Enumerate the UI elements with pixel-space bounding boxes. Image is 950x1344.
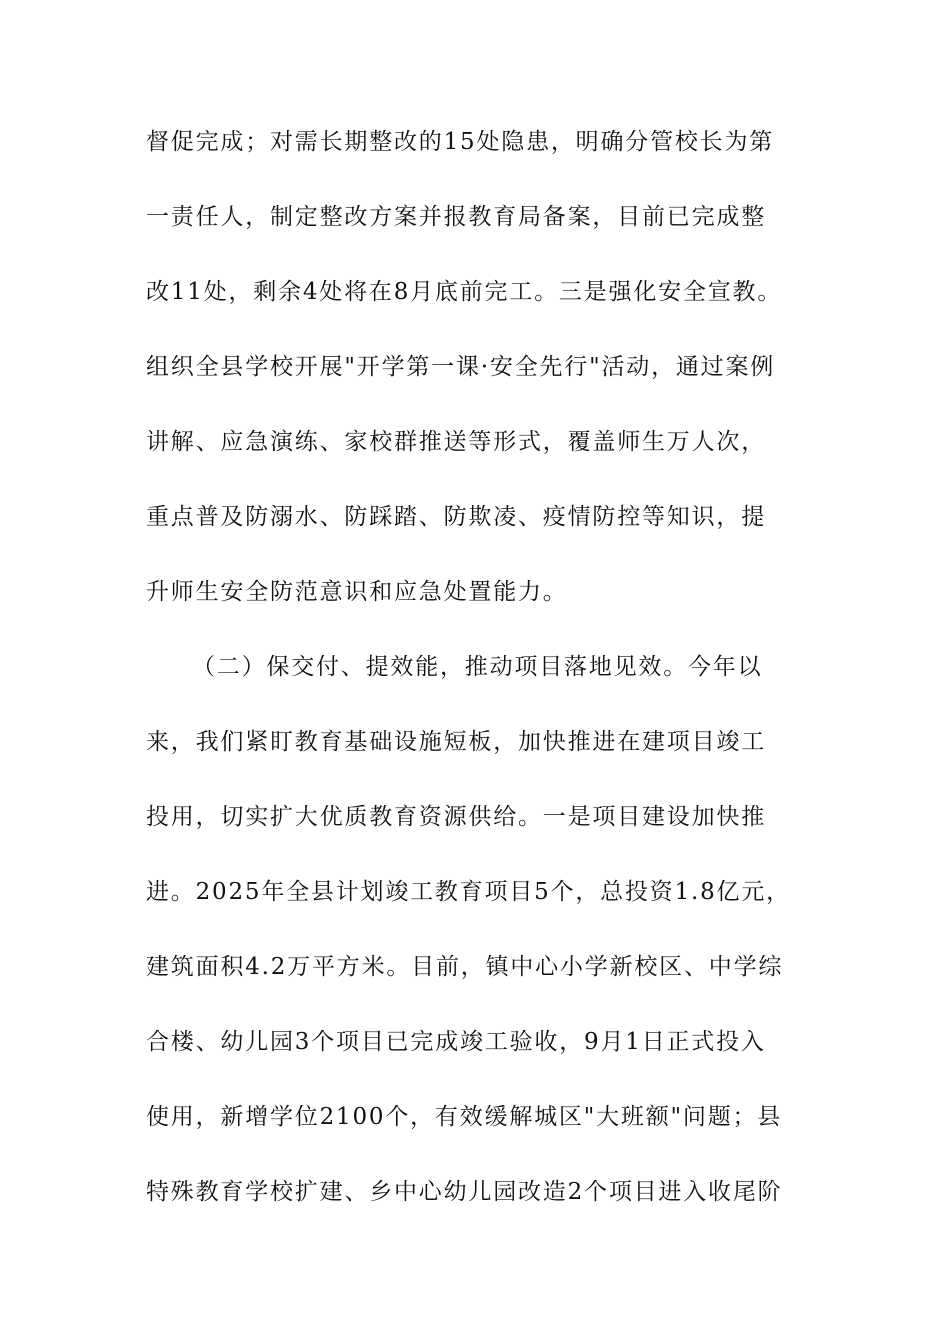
paragraph-line: 合楼、幼儿园3个项目已完成竣工验收，9月1日正式投入	[146, 1029, 766, 1055]
paragraph-line: 投用，切实扩大优质教育资源供给。一是项目建设加快推	[146, 804, 766, 830]
paragraph-line: 升师生安全防范意识和应急处置能力。	[146, 579, 568, 605]
paragraph-line: 建筑面积4.2万平方米。目前，镇中心小学新校区、中学综	[146, 954, 784, 980]
paragraph-line: 来，我们紧盯教育基础设施短板，加快推进在建项目竣工	[146, 729, 766, 755]
paragraph-line: 讲解、应急演练、家校群推送等形式，覆盖师生万人次，	[146, 429, 766, 455]
paragraph-line: 一责任人，制定整改方案并报教育局备案，目前已完成整	[146, 204, 766, 230]
paragraph-line: 组织全县学校开展"开学第一课·安全先行"活动，通过案例	[146, 354, 776, 380]
paragraph-line: 改11处，剩余4处将在8月底前完工。三是强化安全宣教。	[146, 279, 783, 305]
paragraph-line: 使用，新增学位2100个，有效缓解城区"大班额"问题；县	[146, 1104, 783, 1130]
paragraph-line: 督促完成；对需长期整改的15处隐患，明确分管校长为第	[146, 129, 775, 155]
paragraph-line: 进。2025年全县计划竣工教育项目5个，总投资1.8亿元，	[146, 879, 791, 905]
paragraph-line: 重点普及防溺水、防踩踏、防欺凌、疫情防控等知识，提	[146, 504, 766, 530]
section-heading-line: （二）保交付、提效能，推动项目落地见效。今年以	[192, 654, 763, 680]
paragraph-line: 特殊教育学校扩建、乡中心幼儿园改造2个项目进入收尾阶	[146, 1179, 783, 1205]
